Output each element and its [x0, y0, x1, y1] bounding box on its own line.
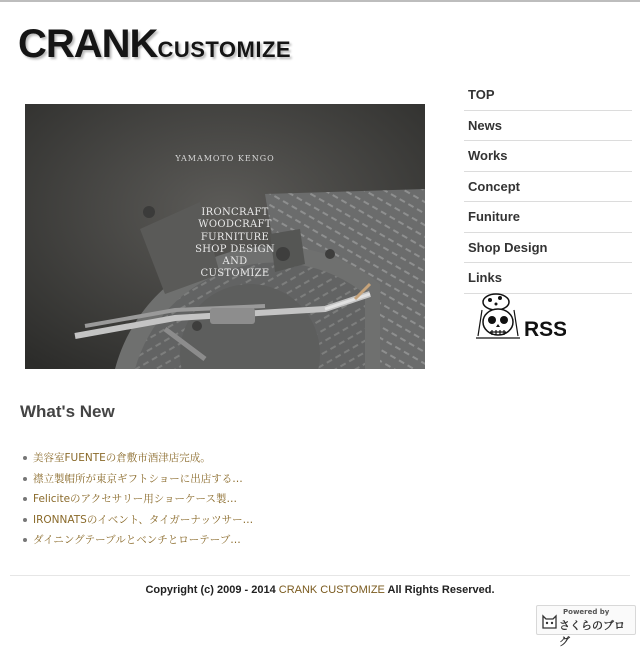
side-nav [464, 80, 632, 294]
powered-by-text: Powered by [563, 608, 610, 616]
whats-new-title: What's New [20, 402, 115, 421]
list-item [23, 489, 253, 510]
copyright-prefix: Copyright (c) 2009 - 2014 [145, 584, 276, 596]
sakura-cat-icon [541, 612, 558, 629]
news-link[interactable]: 襟立製帽所が東京ギフトショーに出店する… [33, 472, 243, 485]
bullet-icon [23, 477, 27, 481]
copyright [0, 584, 640, 596]
skull-rss-icon [474, 290, 566, 346]
logo-crank: CRANK [18, 22, 158, 66]
nav-item-shop-design[interactable]: Shop Design [464, 233, 632, 264]
list-item [23, 469, 253, 490]
nav-item-works[interactable]: Works [464, 141, 632, 172]
nav-item-top[interactable]: TOP [464, 80, 632, 111]
bullet-icon [23, 538, 27, 542]
bullet-icon [23, 518, 27, 522]
rss-label: RSS [524, 318, 566, 341]
site-logo[interactable] [18, 22, 291, 66]
top-border [0, 0, 640, 2]
hero-line: SHOP DESIGN [195, 243, 275, 255]
powered-by-badge[interactable] [536, 605, 636, 648]
hero-line: FURNITURE [200, 231, 270, 243]
bullet-icon [23, 456, 27, 460]
news-link[interactable]: Feliciteのアクセサリー用ショーケース製… [33, 493, 237, 505]
hero-line: WOODCRAFT [198, 219, 272, 231]
news-link[interactable]: IRONNATSのイベント、タイガーナッツサー… [33, 513, 254, 526]
list-item [23, 510, 253, 531]
hero-name-text: YAMAMOTO KENGO [175, 154, 275, 163]
hero-line: AND [222, 256, 248, 268]
nav-item-links[interactable]: Links [464, 263, 632, 294]
blog-name: さくらのブログ [559, 619, 625, 648]
list-item [23, 448, 253, 469]
copyright-brand-link[interactable]: CRANK CUSTOMIZE [278, 584, 385, 596]
nav-item-funiture[interactable]: Funiture [464, 202, 632, 233]
logo-customize: CUSTOMIZE [157, 37, 292, 62]
news-list [23, 448, 253, 551]
bullet-icon [23, 497, 27, 501]
rss-link[interactable] [474, 290, 566, 346]
news-link[interactable]: ダイニングテーブルとベンチとローテーブ… [33, 534, 241, 546]
copyright-suffix: All Rights Reserved. [387, 584, 495, 596]
hero-image [25, 104, 425, 369]
hero-line: IRONCRAFT [201, 207, 269, 218]
hero-tagline [175, 207, 295, 281]
list-item [23, 530, 253, 551]
nav-item-news[interactable]: News [464, 111, 632, 142]
hero-line: CUSTOMIZE [200, 268, 270, 280]
nav-item-concept[interactable]: Concept [464, 172, 632, 203]
news-link[interactable]: 美容室FUENTEの倉敷市酒津店完成。 [33, 452, 211, 464]
footer-divider [10, 575, 630, 576]
